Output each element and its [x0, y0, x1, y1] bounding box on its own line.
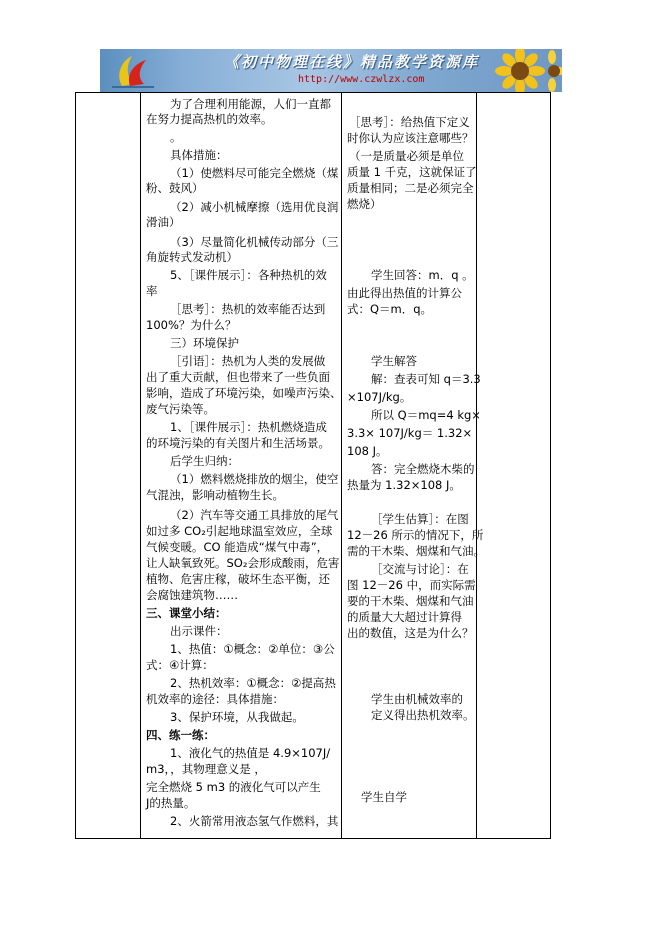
text-line: 需的干木柴、烟煤和气油。: [347, 544, 485, 558]
text-line: 定义得出热机效率。: [371, 708, 475, 722]
text-line: 3、保护环境，从我做起。: [170, 710, 304, 724]
text-line: 后学生归纳：: [170, 454, 239, 468]
text-line: 由此得出热值的计算公: [347, 286, 462, 300]
text-line: 学生由机械效率的: [371, 692, 463, 706]
text-line: 影响，造成了环境污染，如噪声污染、: [146, 386, 342, 400]
text-line: ［学生估算］：在图: [371, 512, 469, 526]
text-line: 式：Q＝m．q。: [347, 302, 433, 316]
text-line: 学生自学: [361, 790, 407, 804]
text-line: 在努力提高热机的效率。: [146, 112, 273, 126]
text-line: 学生回答：m．q 。: [371, 268, 474, 282]
text-line: ［思考］：热机的效率能否达到: [170, 302, 326, 316]
text-line: 学生解答: [371, 354, 417, 368]
text-line: ［引语］：热机为人类的发展做: [170, 354, 326, 368]
text-line: ［思考］：给热值下定义: [349, 115, 470, 129]
text-line: 完全燃烧 5 m3 的液化气可以产生: [146, 780, 321, 794]
text-line: 1、液化气的热值是 4.9×107J/: [170, 746, 331, 760]
text-line: 3.3× 107J/kg＝ 1.32×: [347, 426, 473, 440]
text-line: （3）尽量简化机械传动部分（三: [170, 235, 339, 249]
text-line: 出示课件：: [170, 624, 228, 638]
banner-title: 《初中物理在线》精品教学资源库: [224, 53, 480, 71]
text-line: 2、火箭常用液态氢气作燃料，其: [170, 814, 339, 828]
text-line: 燃烧）: [347, 197, 382, 211]
text-line: 粉、鼓风）: [146, 181, 204, 195]
text-line: 气混浊，影响动植物生长。: [146, 488, 284, 502]
text-line: 所以 Q＝mq=4 kg×: [371, 408, 481, 422]
text-line: 率: [146, 284, 158, 298]
text-line: 三、课堂小结：: [146, 606, 227, 620]
banner-url: http://www.czwlzx.com: [298, 74, 425, 85]
text-line: 滑油）: [146, 215, 181, 229]
text-line: m3，，其物理意义是 ，: [146, 762, 266, 776]
logo-icon: [108, 52, 160, 89]
text-line: 角旋转式发动机）: [146, 250, 238, 264]
text-line: 质量相同；二是必须完全: [347, 181, 474, 195]
text-line: 12－26 所示的情况下，所: [347, 528, 484, 542]
text-line: 100%？为什么？: [146, 318, 237, 332]
text-line: （1）使燃料尽可能完全燃烧（煤: [170, 166, 339, 180]
text-line: 1、［课件展示］：热机燃烧造成: [170, 420, 327, 434]
text-line: 废气污染等。: [146, 402, 215, 416]
text-line: 解：查表可知 q＝3.3: [371, 372, 481, 386]
text-line: （2）减小机械摩擦（选用优良润: [170, 200, 339, 214]
text-line: 的环境污染的有关图片和生活场景。: [146, 436, 330, 450]
text-line: 质量 1 千克，这就保证了: [347, 165, 477, 179]
text-line: （一是质量必须是单位: [349, 149, 464, 163]
table-divider: [476, 93, 477, 838]
text-line: （1）燃料燃烧排放的烟尘，使空: [170, 472, 339, 486]
header-banner: [100, 49, 562, 92]
text-line: 108 J。: [347, 444, 388, 458]
text-line: 2、热机效率：①概念：②提高热: [170, 676, 336, 690]
text-line: 会腐蚀建筑物……: [146, 588, 238, 602]
text-line: 三）环境保护: [170, 336, 239, 350]
text-line: 让人缺氧致死。SO₂会形成酸雨，危害: [146, 556, 340, 570]
text-line: （2）汽车等交通工具排放的尾气: [170, 508, 339, 522]
text-line: 具体措施：: [170, 148, 228, 162]
text-line: 。: [170, 130, 182, 144]
text-line: 为了合理利用能源，人们一直都: [170, 97, 331, 111]
text-line: 1、热值：①概念：②单位：③公: [170, 642, 335, 656]
text-line: 出了重大贡献，但也带来了一些负面: [146, 370, 330, 384]
text-line: ［交流与讨论］：在: [371, 562, 469, 576]
table-divider: [341, 93, 342, 838]
text-line: 植物、危害庄稼，破坏生态平衡，还: [146, 572, 330, 586]
text-line: 答：完全燃烧木柴的: [371, 462, 475, 476]
text-line: 图 12－26 中，而实际需: [347, 578, 476, 592]
sunflower-icon: [490, 49, 562, 92]
text-line: 气候变暖。CO 能造成“煤气中毒”，: [146, 540, 329, 554]
text-line: 时你认为应该注意哪些？: [347, 131, 474, 145]
text-line: 机效率的途径：具体措施：: [146, 692, 284, 706]
text-line: 要的干木柴、烟煤和气油: [347, 594, 474, 608]
text-line: 四、练一练：: [146, 728, 215, 742]
table-divider: [140, 93, 141, 838]
lesson-table: [75, 92, 551, 839]
text-line: J的热量。: [146, 796, 196, 810]
text-line: 5、［课件展示］：各种热机的效: [170, 268, 327, 282]
text-line: 热量为 1.32×108 J。: [347, 478, 461, 492]
text-line: 的质量大大超过计算得: [347, 610, 462, 624]
text-line: 出的数值，这是为什么？: [347, 626, 474, 640]
text-line: 式：④计算：: [146, 658, 214, 672]
text-line: 如过多 CO₂引起地球温室效应，全球: [146, 524, 333, 538]
text-line: ×107J/kg。: [347, 390, 412, 404]
